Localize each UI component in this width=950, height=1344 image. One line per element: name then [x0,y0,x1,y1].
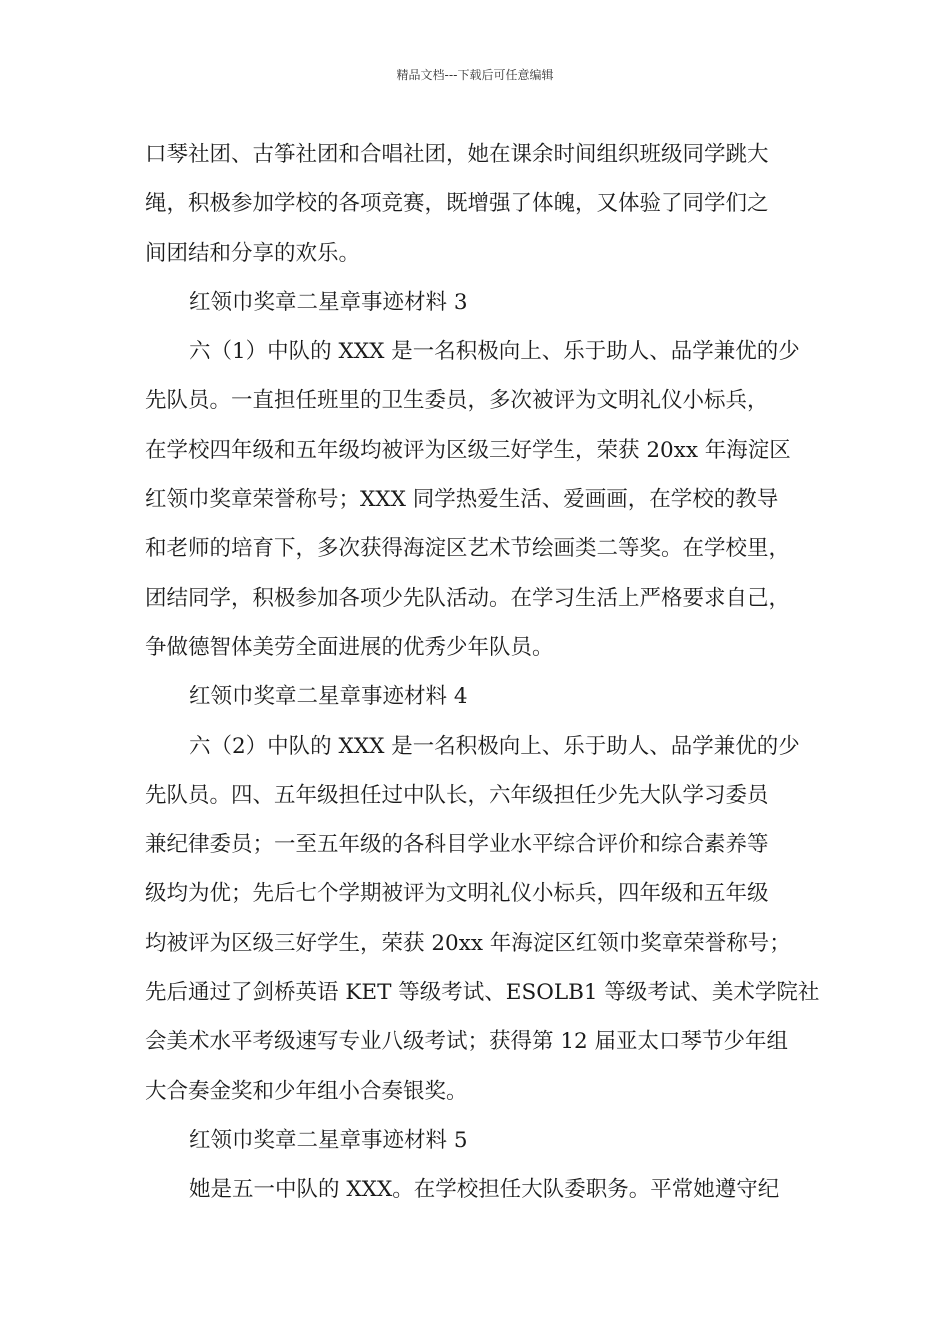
text-line: 大合奏金奖和少年组小合奏银奖。 [145,1078,468,1104]
text-line: 先队员。四、五年级担任过中队长，六年级担任少先大队学习委员 [145,782,769,808]
page-header: 精品文档---下载后可任意编辑 [396,68,554,82]
text-line: 会美术水平考级速写专业八级考试；获得第 12 届亚太口琴节少年组 [145,1029,789,1055]
text-line: 六（2）中队的 XXX 是一名积极向上、乐于助人、品学兼优的少 [189,733,800,759]
text-line: 均被评为区级三好学生，荣获 20xx 年海淀区红领巾奖章荣誉称号； [145,930,791,956]
text-line: 级均为优；先后七个学期被评为文明礼仪小标兵，四年级和五年级 [145,881,769,907]
text-line: 在学校四年级和五年级均被评为区级三好学生，荣获 20xx 年海淀区 [145,437,791,463]
section-heading: 红领巾奖章二星章事迹材料 3 [189,289,468,315]
document-body [145,130,820,1215]
section-heading: 红领巾奖章二星章事迹材料 5 [189,1127,468,1153]
text-line: 六（1）中队的 XXX 是一名积极向上、乐于助人、品学兼优的少 [189,339,800,365]
text-line: 间团结和分享的欢乐。 [145,240,361,266]
text-line: 争做德智体美劳全面进展的优秀少年队员。 [145,634,554,660]
text-line: 和老师的培育下，多次获得海淀区艺术节绘画类二等奖。在学校里， [145,536,791,562]
text-line: 绳，积极参加学校的各项竞赛，既增强了体魄，又体验了同学们之 [145,191,769,217]
text-line: 红领巾奖章荣誉称号；XXX 同学热爱生活、爱画画，在学校的教导 [145,487,779,513]
text-line: 先后通过了剑桥英语 KET 等级考试、ESOLB1 等级考试、美术学院社 [145,980,820,1006]
text-line: 先队员。一直担任班里的卫生委员，多次被评为文明礼仪小标兵， [145,388,769,414]
text-line: 兼纪律委员；一至五年级的各科目学业水平综合评价和综合素养等 [145,832,769,858]
text-line: 口琴社团、古筝社团和合唱社团，她在课余时间组织班级同学跳大 [145,142,769,167]
section-heading: 红领巾奖章二星章事迹材料 4 [189,684,468,710]
text-line: 她是五一中队的 XXX。在学校担任大队委职务。平常她遵守纪 [189,1177,780,1203]
text-line: 团结同学，积极参加各项少先队活动。在学习生活上严格要求自己， [145,585,791,611]
